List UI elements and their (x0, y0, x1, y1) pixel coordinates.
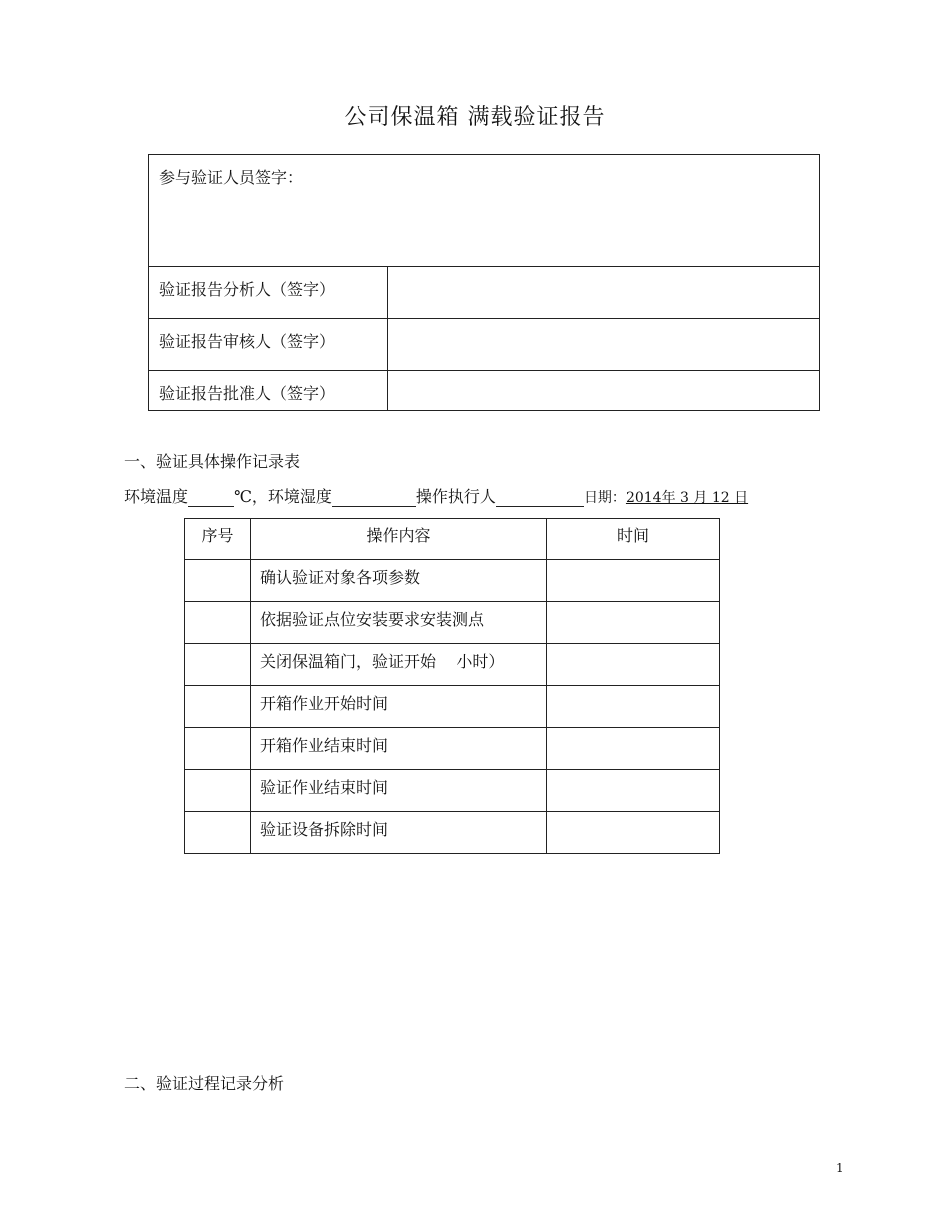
row-no-cell[interactable] (185, 644, 251, 686)
header-time: 时间 (547, 519, 720, 560)
row-content-cell: 验证作业结束时间 (251, 770, 547, 812)
section2-heading: 二、验证过程记录分析 (124, 1074, 285, 1093)
row-time-cell[interactable] (547, 812, 720, 854)
row-content-cell: 依据验证点位安装要求安装测点 (251, 602, 547, 644)
row-no-cell[interactable] (185, 560, 251, 602)
reviewer-label: 验证报告审核人（签字） (159, 332, 336, 351)
row-content-cell: 验证设备拆除时间 (251, 812, 547, 854)
date-value[interactable]: 2014年 3 月 12 日 (625, 490, 749, 506)
table-row (185, 728, 720, 770)
env-temp-unit-label: ℃，环境湿度 (234, 487, 332, 506)
operations-table (184, 518, 720, 854)
analyst-label: 验证报告分析人（签字） (159, 280, 336, 299)
row-no-cell[interactable] (185, 728, 251, 770)
header-no: 序号 (185, 519, 251, 560)
approver-signature-field[interactable] (388, 371, 820, 411)
reviewer-label-cell (149, 319, 388, 371)
approver-label: 验证报告批准人（签字） (159, 384, 336, 403)
env-humidity-field[interactable] (332, 488, 416, 507)
operator-field[interactable] (496, 488, 584, 507)
environment-line (124, 484, 748, 507)
participants-label: 参与验证人员签字： (159, 168, 304, 187)
row-content-cell: 确认验证对象各项参数 (251, 560, 547, 602)
table-row (185, 602, 720, 644)
page-number: 1 (836, 1161, 844, 1175)
row-time-cell[interactable] (547, 770, 720, 812)
operator-label: 操作执行人 (415, 487, 496, 506)
approver-label-cell (149, 371, 388, 411)
table-row (185, 812, 720, 854)
row-content-cell: 开箱作业结束时间 (251, 728, 547, 770)
row-no-cell[interactable] (185, 686, 251, 728)
page-title: 公司保温箱 满载验证报告 (344, 105, 606, 130)
row-time-cell[interactable] (547, 728, 720, 770)
row-time-cell[interactable] (547, 602, 720, 644)
env-temp-label: 环境温度 (124, 487, 189, 506)
signature-table (148, 154, 820, 411)
reviewer-signature-field[interactable] (388, 319, 820, 371)
date-label: 日期： (583, 490, 626, 506)
row-no-cell[interactable] (185, 602, 251, 644)
row-content-cell: 关闭保温箱门，验证开始 小时） (251, 644, 547, 686)
header-content: 操作内容 (251, 519, 547, 560)
table-row (185, 770, 720, 812)
analyst-signature-field[interactable] (388, 267, 820, 319)
row-no-cell[interactable] (185, 770, 251, 812)
table-row (185, 560, 720, 602)
section1-heading: 一、验证具体操作记录表 (124, 452, 301, 471)
row-time-cell[interactable] (547, 686, 720, 728)
table-row (185, 686, 720, 728)
env-temp-field[interactable] (188, 488, 234, 507)
participants-cell[interactable] (149, 155, 820, 267)
row-time-cell[interactable] (547, 560, 720, 602)
row-time-cell[interactable] (547, 644, 720, 686)
table-row (185, 644, 720, 686)
row-content-cell: 开箱作业开始时间 (251, 686, 547, 728)
analyst-label-cell (149, 267, 388, 319)
row-no-cell[interactable] (185, 812, 251, 854)
